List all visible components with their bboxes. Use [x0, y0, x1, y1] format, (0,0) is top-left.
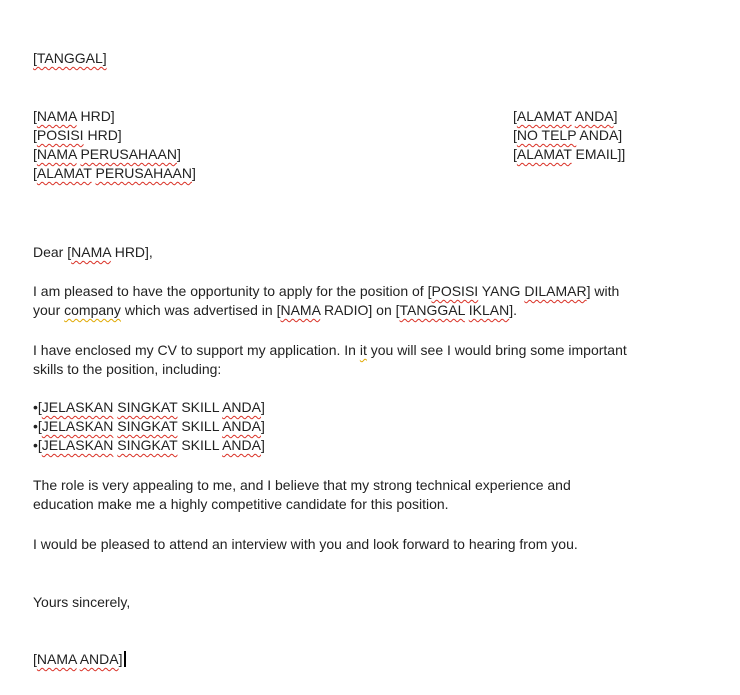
text: ] — [260, 399, 265, 415]
spell-flag: SINGKAT — [117, 399, 178, 415]
spell-flag: TANGGAL — [399, 302, 465, 318]
spell-flag: ANDA — [79, 651, 119, 667]
paragraph-2-line-1[interactable] — [33, 341, 627, 360]
text: HRD] — [76, 108, 115, 124]
text: your — [33, 302, 65, 318]
sender-email[interactable] — [513, 145, 625, 164]
recipient-company-name[interactable] — [33, 145, 181, 164]
spell-flag: NAMA — [36, 108, 77, 124]
spell-flag: ANDA — [222, 399, 261, 415]
paragraph-1-line-1[interactable] — [33, 282, 619, 301]
spell-flag: PERUSAHAAN — [80, 146, 177, 162]
sender-phone[interactable] — [513, 126, 622, 145]
text: education make me a highly competitive candidate for this position. — [33, 496, 449, 512]
spell-flag: JELASKAN — [41, 399, 114, 415]
text: SKILL — [177, 399, 223, 415]
text: [ — [513, 108, 517, 124]
spell-flag: SINGKAT — [117, 418, 178, 434]
text: HRD], — [110, 244, 153, 260]
grammar-flag: it — [359, 342, 367, 358]
salutation[interactable] — [33, 243, 153, 262]
signature-line[interactable] — [33, 650, 126, 669]
text: •[ — [33, 418, 42, 434]
text: you will see I would bring some important — [366, 342, 627, 358]
text: •[ — [33, 399, 42, 415]
text: skills to the position, including: — [33, 361, 222, 377]
text: •[ — [33, 437, 42, 453]
text: ] — [613, 108, 618, 124]
skill-item-2[interactable] — [33, 417, 265, 436]
text: [ — [33, 146, 37, 162]
skill-item-3[interactable] — [33, 436, 265, 455]
text: [ — [513, 127, 517, 143]
text: ]. — [509, 302, 518, 318]
paragraph-4[interactable] — [33, 535, 578, 554]
text: The role is very appealing to me, and I believe that my strong technical experience and — [33, 477, 571, 493]
recipient-hr-position[interactable] — [33, 126, 122, 145]
text: ] — [260, 418, 265, 434]
paragraph-3-line-2[interactable] — [33, 495, 449, 514]
paragraph-2-line-2[interactable] — [33, 360, 221, 379]
spell-flag: POSISI — [36, 127, 84, 143]
text-cursor — [124, 651, 126, 667]
spell-flag: ANDA — [574, 108, 614, 124]
text: [ — [33, 165, 37, 181]
spell-flag: ANDA — [222, 437, 261, 453]
date-placeholder: [TANGGAL] — [33, 50, 107, 66]
text: Dear [ — [33, 244, 72, 260]
spell-flag: POSISI — [431, 283, 479, 299]
text: [ — [33, 127, 37, 143]
paragraph-3-line-1[interactable] — [33, 476, 571, 495]
text: ANDA] — [576, 127, 623, 143]
text: RADIO] on [ — [320, 302, 400, 318]
grammar-flag: company — [64, 302, 121, 318]
sender-address[interactable] — [513, 107, 618, 126]
text: [ — [33, 108, 37, 124]
spell-flag: PERUSAHAAN — [95, 165, 192, 181]
spell-flag: SINGKAT — [117, 437, 178, 453]
spell-flag: DILAMAR — [524, 283, 587, 299]
skill-item-1[interactable] — [33, 398, 265, 417]
text: I would be pleased to attend an interview with you and look forward to hearing from you. — [33, 536, 578, 552]
text: ] — [118, 651, 123, 667]
text: I have enclosed my CV to support my application. In — [33, 342, 360, 358]
paragraph-1-line-2[interactable] — [33, 301, 517, 320]
text: SKILL — [177, 437, 223, 453]
text: ] — [176, 146, 181, 162]
spell-flag: ALAMAT — [516, 146, 572, 162]
recipient-hr-name[interactable] — [33, 107, 115, 126]
spell-flag: ALAMAT — [36, 165, 92, 181]
text: ] — [260, 437, 265, 453]
text: ] with — [586, 283, 620, 299]
text: EMAIL]] — [571, 146, 626, 162]
closing[interactable] — [33, 593, 130, 612]
spell-flag: NAMA — [36, 651, 77, 667]
text: YANG — [478, 283, 525, 299]
text: SKILL — [177, 418, 223, 434]
spell-flag: IKLAN — [468, 302, 510, 318]
recipient-company-address[interactable] — [33, 164, 196, 183]
text: HRD] — [83, 127, 122, 143]
spell-flag: NAMA — [280, 302, 321, 318]
text: which was advertised in [ — [120, 302, 281, 318]
spell-flag: JELASKAN — [41, 418, 114, 434]
spell-flag: NO TELP — [516, 127, 577, 143]
text: [ — [33, 651, 37, 667]
spell-flag: ANDA — [222, 418, 261, 434]
text: ] — [191, 165, 196, 181]
text: [ — [513, 146, 517, 162]
spell-flag: JELASKAN — [41, 437, 114, 453]
spell-flag: NAMA — [36, 146, 77, 162]
spell-flag: NAMA — [71, 244, 111, 260]
text: I am pleased to have the opportunity to apply for the position of [ — [33, 283, 432, 299]
text: Yours sincerely, — [33, 594, 131, 610]
spell-flag: ALAMAT — [516, 108, 572, 124]
date-line[interactable] — [33, 49, 107, 68]
